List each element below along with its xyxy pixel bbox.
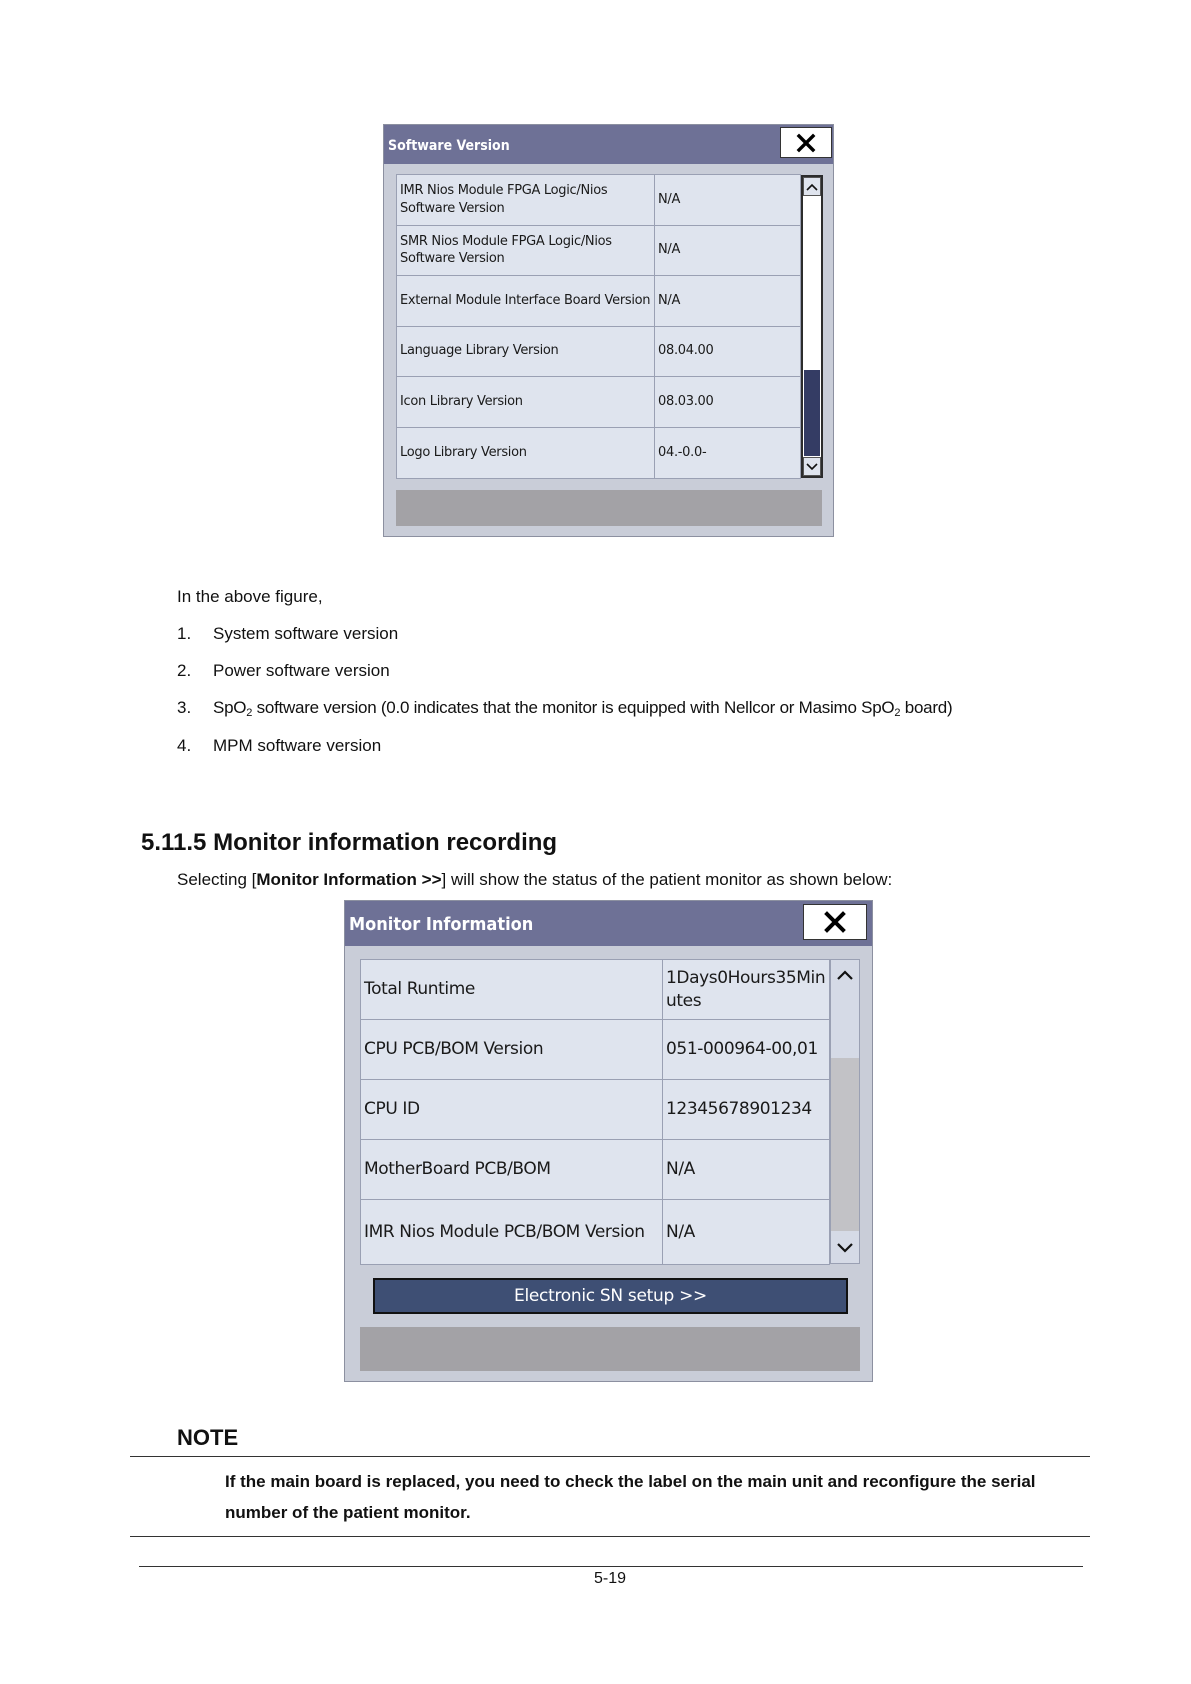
note-text: If the main board is replaced, you need to check the label on the main unit and reconfigure the serial number of the patient monitor. [225, 1472, 1036, 1522]
note-title: NOTE [177, 1425, 239, 1450]
status-bar [396, 490, 822, 526]
row-value: N/A [658, 292, 681, 308]
chevron-up-icon [836, 969, 854, 981]
row-label: IMR Nios Module FPGA Logic/Nios Software Version [397, 175, 655, 225]
row-value: 12345678901234 [666, 1099, 812, 1120]
row-value: 1Days0Hours35Minutes [666, 967, 826, 1011]
dialog-title: Monitor Information [345, 901, 872, 946]
list-number: 2. [177, 661, 192, 680]
row-value: N/A [658, 242, 681, 258]
table-row [397, 175, 800, 226]
row-label: External Module Interface Board Version [397, 276, 655, 326]
footer-divider [139, 1566, 1083, 1567]
row-label: Total Runtime [361, 960, 663, 1019]
divider [130, 1456, 1090, 1457]
table-row [397, 428, 800, 479]
chevron-down-icon [836, 1242, 854, 1254]
scrollbar[interactable] [801, 175, 823, 478]
scroll-down-icon [806, 463, 818, 471]
row-label: CPU PCB/BOM Version [361, 1020, 663, 1079]
row-value: N/A [666, 1221, 695, 1242]
table-row [361, 1020, 829, 1080]
scroll-up-button[interactable] [803, 177, 821, 196]
version-table [396, 174, 801, 479]
row-value: N/A [658, 191, 681, 207]
table-row [361, 960, 829, 1020]
scroll-down-button[interactable] [803, 457, 821, 476]
table-row [397, 327, 800, 378]
row-value: N/A [666, 1159, 695, 1180]
list-item: SpO$_2$ software version (0.0 indicates that the monitor is equipped with Nellcor or Masimo SpO$_2$ board) [213, 698, 953, 719]
row-label: SMR Nios Module FPGA Logic/Nios Software Version [397, 226, 655, 276]
page-number: 5-19 [594, 1570, 627, 1587]
software-version-dialog [383, 124, 834, 537]
close-icon [796, 133, 816, 153]
table-row [361, 1080, 829, 1140]
row-value: 051-000964-00,01 [666, 1039, 818, 1060]
info-table [360, 959, 830, 1265]
close-button[interactable] [780, 127, 832, 158]
scrollbar-thumb[interactable] [831, 1058, 859, 1231]
scrollbar[interactable] [830, 959, 860, 1264]
scrollbar-thumb[interactable] [804, 370, 820, 456]
table-row [397, 276, 800, 327]
table-row [397, 377, 800, 428]
section-intro: Selecting [Monitor Information >>] will show the status of the patient monitor as shown below: [177, 870, 893, 889]
status-bar [360, 1327, 860, 1371]
dialog-title: Software Version [384, 125, 833, 164]
row-label: CPU ID [361, 1080, 663, 1139]
table-row [361, 1140, 829, 1200]
table-row [397, 226, 800, 277]
divider [130, 1536, 1090, 1537]
list-number: 1. [177, 624, 192, 643]
row-label: Language Library Version [397, 327, 655, 377]
row-value: 08.04.00 [658, 343, 714, 359]
scroll-up-icon [806, 183, 818, 191]
scroll-up-button[interactable] [831, 960, 859, 990]
row-value: 04.-0.0- [658, 444, 707, 460]
table-row [361, 1200, 829, 1264]
figure-intro: In the above figure, [177, 587, 323, 606]
list-item: Power software version [213, 661, 390, 680]
row-label: Logo Library Version [397, 428, 655, 479]
monitor-information-dialog [344, 900, 873, 1382]
list-number: 4. [177, 736, 192, 755]
row-value: 08.03.00 [658, 393, 714, 409]
close-button[interactable] [803, 904, 867, 940]
close-icon [823, 910, 847, 934]
row-label: IMR Nios Module PCB/BOM Version [361, 1200, 663, 1264]
list-number: 3. [177, 698, 192, 717]
scroll-down-button[interactable] [831, 1233, 859, 1263]
row-label: MotherBoard PCB/BOM [361, 1140, 663, 1199]
list-item: MPM software version [213, 736, 382, 755]
list-item: System software version [213, 624, 399, 643]
section-heading: 5.11.5 Monitor information recording [141, 829, 558, 856]
row-label: Icon Library Version [397, 377, 655, 427]
electronic-sn-setup-button[interactable]: Electronic SN setup >> [373, 1278, 848, 1314]
